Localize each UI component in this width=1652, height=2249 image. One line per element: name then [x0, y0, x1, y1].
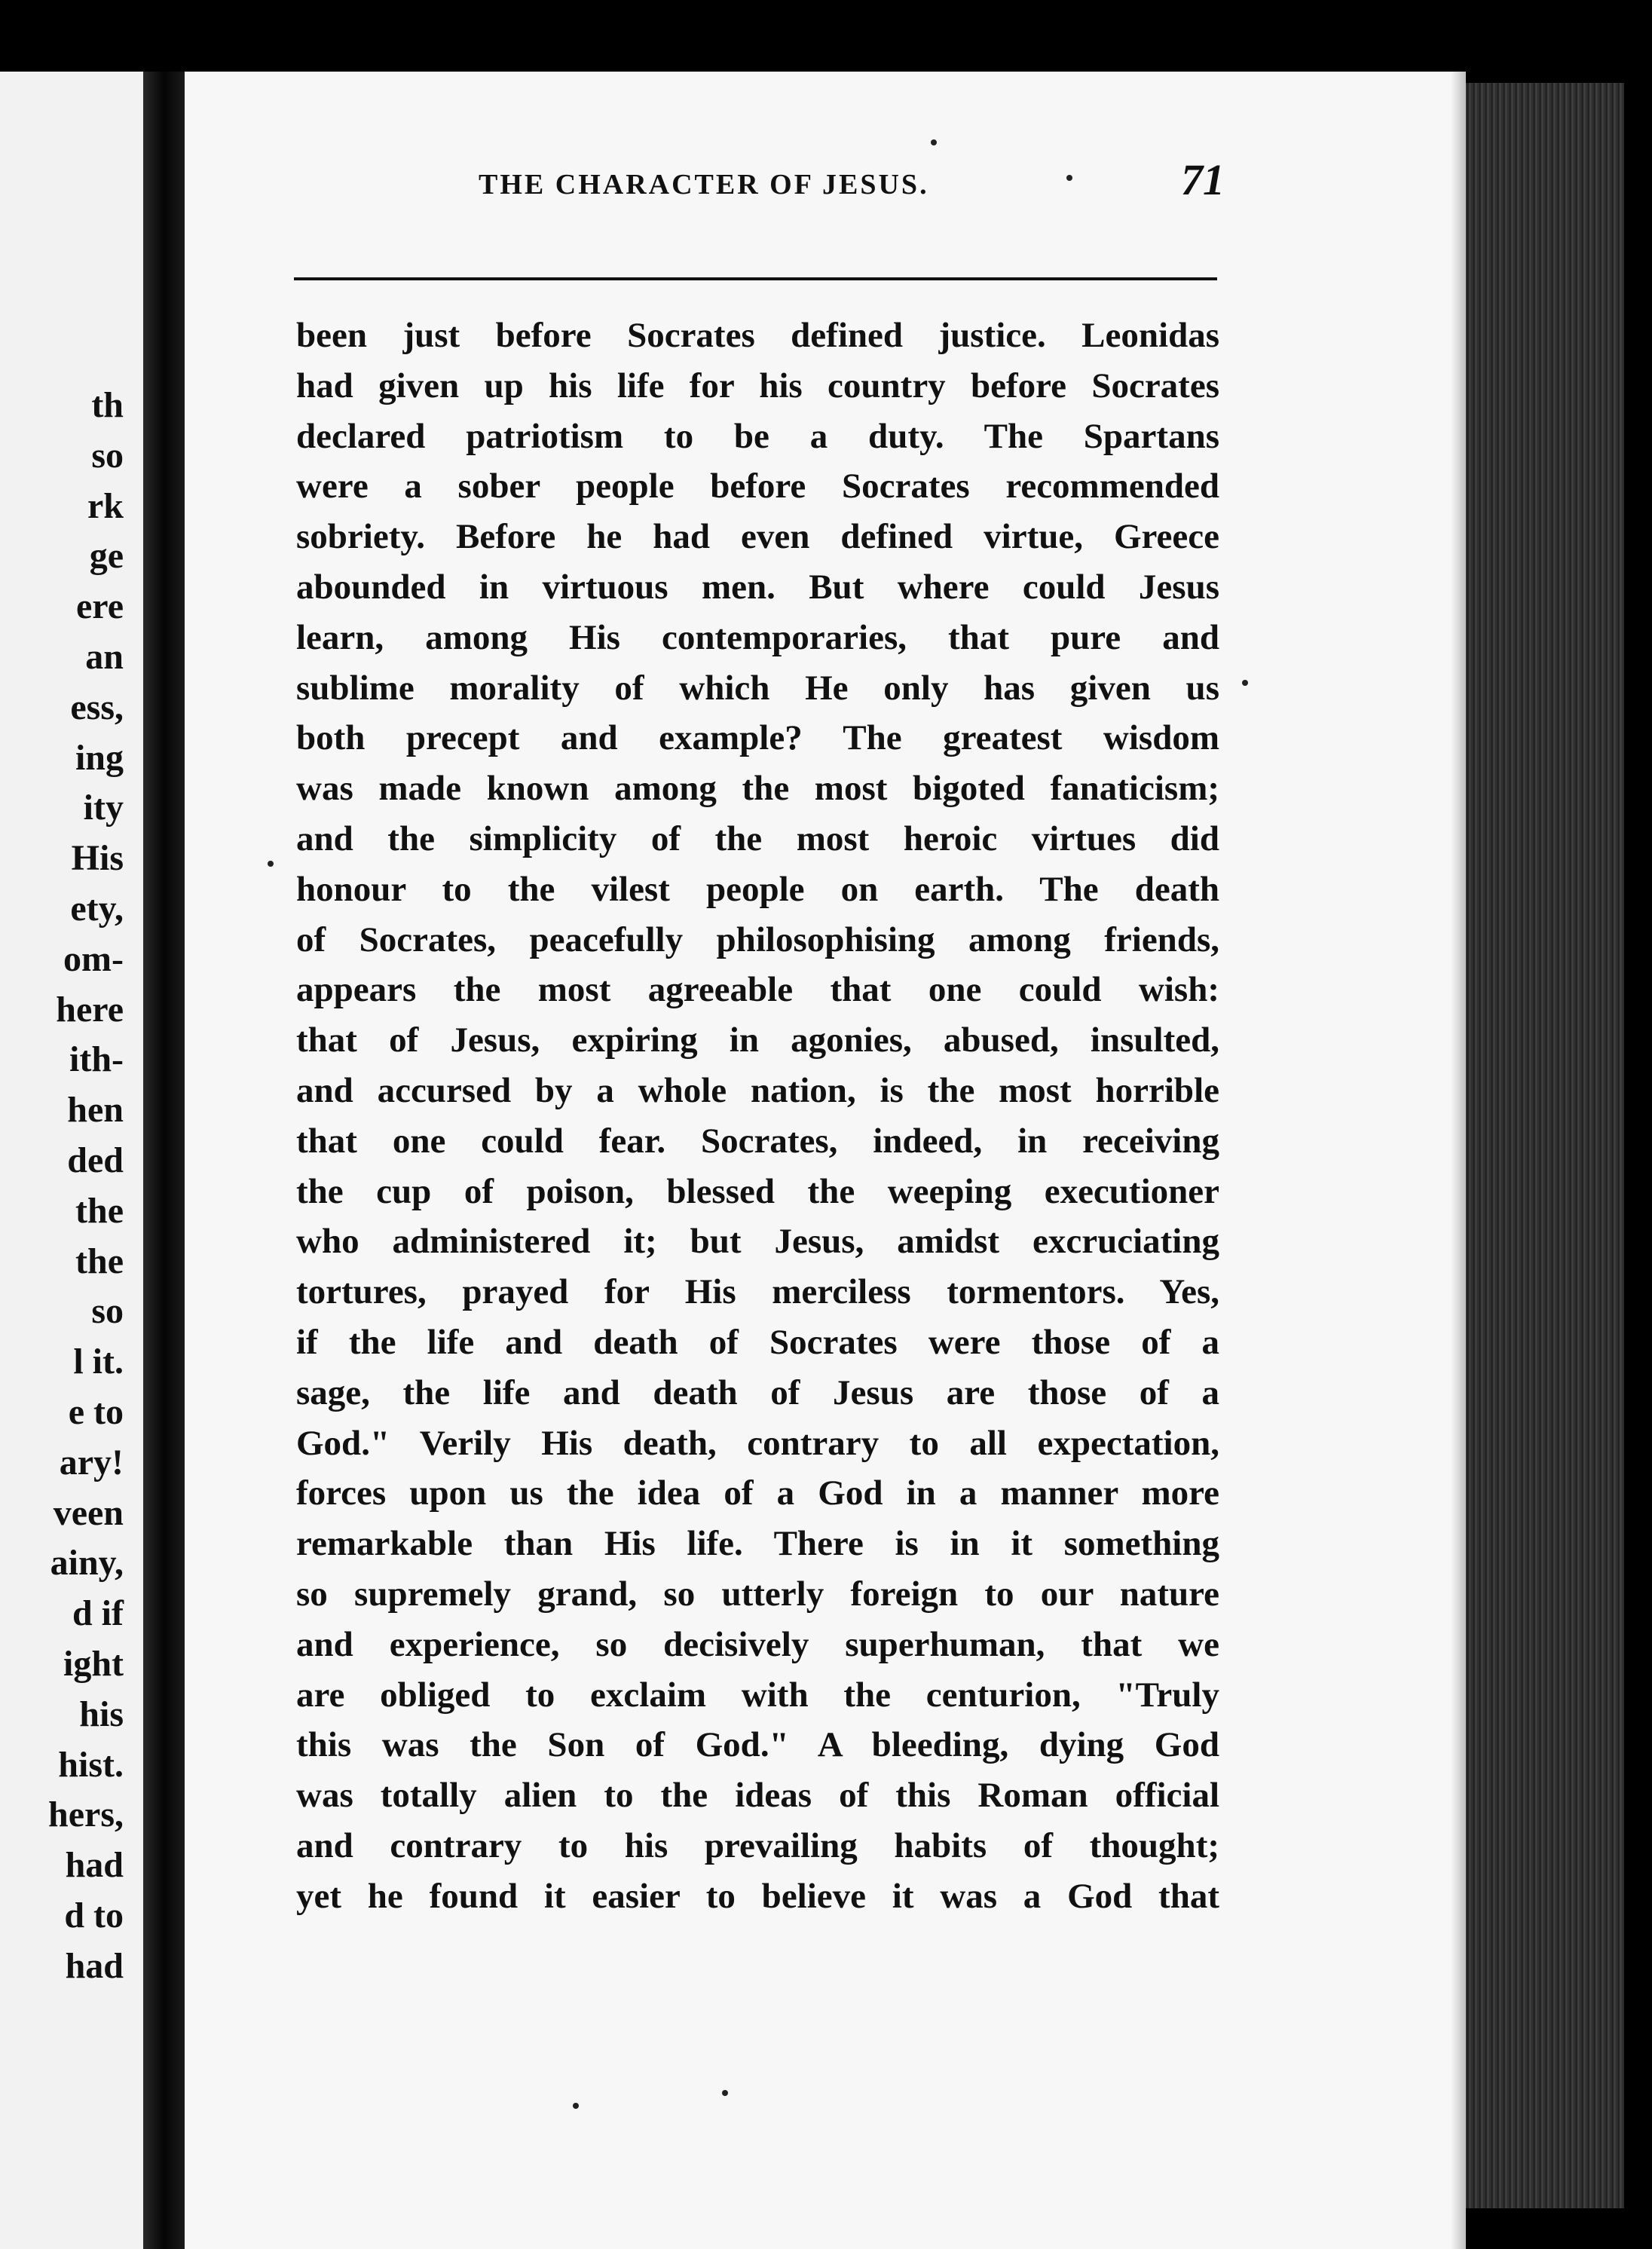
- previous-page-line: his: [79, 1694, 124, 1734]
- text-line: both precept and example? The greatest wisdom: [296, 718, 1219, 758]
- scan-speck: [722, 2090, 728, 2096]
- text-line: and experience, so decisively superhuman, that we: [296, 1624, 1219, 1664]
- previous-page-line: ing: [75, 737, 124, 778]
- previous-page-line: an: [85, 636, 124, 677]
- text-line: who administered it; but Jesus, amidst excruciating: [296, 1222, 1219, 1262]
- scan-speck: [268, 861, 274, 867]
- previous-page-line: ainy,: [50, 1543, 124, 1583]
- previous-page-line: ary!: [59, 1442, 124, 1483]
- previous-page-line: ity: [83, 788, 124, 828]
- previous-page-line: ge: [89, 536, 124, 577]
- text-line: been just before Socrates defined justice. Leonidas: [296, 316, 1219, 355]
- previous-page-line: the: [75, 1190, 124, 1231]
- book-gutter: [143, 72, 185, 2249]
- previous-page-line: here: [56, 989, 124, 1030]
- scan-speck: [573, 2103, 579, 2109]
- previous-page-text: [48, 381, 124, 1992]
- previous-page-line: had: [65, 1845, 124, 1886]
- page-header: [298, 155, 1232, 222]
- previous-page-line: l it.: [73, 1342, 124, 1382]
- text-line: if the life and death of Socrates were those of a: [296, 1322, 1219, 1362]
- body-text: [296, 311, 1219, 1922]
- text-line: and the simplicity of the most heroic virtues did: [296, 819, 1219, 858]
- text-line: tortures, prayed for His merciless tormentors. Yes,: [296, 1272, 1219, 1312]
- previous-page-strip: [0, 72, 143, 2249]
- previous-page-line: hers,: [48, 1795, 124, 1835]
- running-title: THE CHARACTER OF JESUS.: [479, 169, 929, 200]
- scan-speck: [1242, 680, 1248, 686]
- text-line: learn, among His contemporaries, that pure and: [296, 617, 1219, 657]
- previous-page-line: hist.: [58, 1744, 124, 1785]
- text-line: and contrary to his prevailing habits of thought;: [296, 1825, 1219, 1865]
- previous-page-line: the: [75, 1241, 124, 1281]
- previous-page-line: ess,: [70, 687, 124, 727]
- previous-page-line: ith-: [69, 1039, 124, 1080]
- previous-page-line: d if: [72, 1593, 124, 1634]
- text-line: of Socrates, peacefully philosophising among friends,: [296, 919, 1219, 959]
- text-line: honour to the vilest people on earth. The death: [296, 869, 1219, 909]
- scan-speck: [931, 139, 937, 145]
- header-rule: [294, 277, 1217, 280]
- text-line: God." Verily His death, contrary to all expectation,: [296, 1423, 1219, 1463]
- previous-page-line: th: [91, 385, 124, 425]
- text-line: had given up his life for his country before Socrates: [296, 366, 1219, 405]
- previous-page-line: e to: [68, 1391, 124, 1432]
- text-line: was made known among the most bigoted fanaticism;: [296, 769, 1219, 809]
- text-line: sobriety. Before he had even defined virtue, Greece: [296, 517, 1219, 557]
- previous-page-line: so: [91, 435, 124, 476]
- book-page-edges: [1466, 83, 1624, 2208]
- previous-page-line: His: [71, 838, 124, 879]
- previous-page-line: ere: [75, 586, 124, 627]
- previous-page-line: so: [91, 1291, 124, 1332]
- previous-page-line: d to: [64, 1895, 124, 1935]
- text-line: this was the Son of God." A bleeding, dying God: [296, 1725, 1219, 1765]
- text-line: the cup of poison, blessed the weeping executioner: [296, 1171, 1219, 1211]
- previous-page-line: hen: [67, 1090, 124, 1131]
- previous-page-line: had: [65, 1945, 124, 1986]
- text-line: declared patriotism to be a duty. The Spartans: [296, 416, 1219, 456]
- text-line: sublime morality of which He only has given us: [296, 668, 1219, 708]
- text-line: so supremely grand, so utterly foreign to our nature: [296, 1574, 1219, 1614]
- text-line: was totally alien to the ideas of this Roman official: [296, 1776, 1219, 1816]
- text-line: appears the most agreeable that one could wish:: [296, 970, 1219, 1010]
- text-line: are obliged to exclaim with the centurion, "Truly: [296, 1675, 1219, 1715]
- page-number: 71: [1181, 155, 1225, 204]
- text-line: that of Jesus, expiring in agonies, abused, insulted,: [296, 1020, 1219, 1060]
- text-line: yet he found it easier to believe it was a God that: [296, 1876, 1219, 1916]
- text-line: and accursed by a whole nation, is the most horrible: [296, 1070, 1219, 1110]
- text-line: abounded in virtuous men. But where could Jesus: [296, 567, 1219, 607]
- previous-page-line: ety,: [70, 888, 124, 929]
- text-line: remarkable than His life. There is in it something: [296, 1524, 1219, 1564]
- text-line: that one could fear. Socrates, indeed, in receiving: [296, 1121, 1219, 1161]
- text-line: sage, the life and death of Jesus are those of a: [296, 1372, 1219, 1412]
- previous-page-line: rk: [87, 485, 124, 526]
- text-line: were a sober people before Socrates recommended: [296, 467, 1219, 506]
- previous-page-line: om-: [63, 938, 124, 979]
- previous-page-line: ight: [63, 1643, 124, 1684]
- previous-page-line: veen: [53, 1492, 124, 1533]
- scan-speck: [1066, 175, 1072, 181]
- previous-page-line: ded: [67, 1140, 124, 1180]
- text-line: forces upon us the idea of a God in a manner more: [296, 1473, 1219, 1513]
